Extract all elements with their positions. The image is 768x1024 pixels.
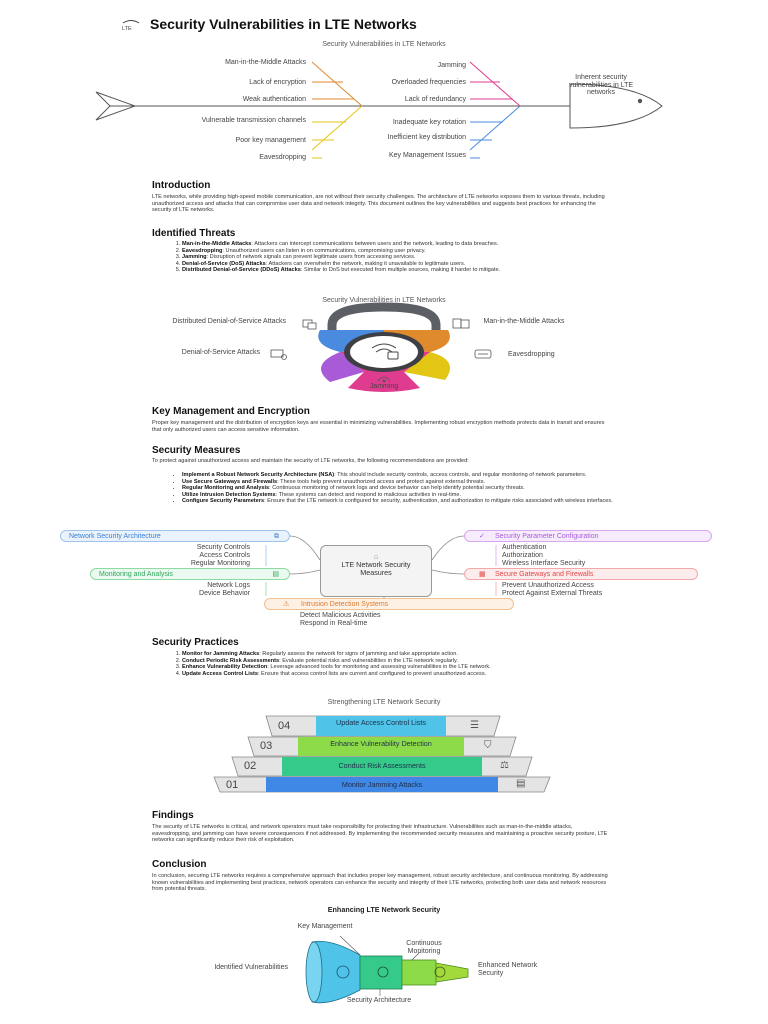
findings-paragraph: The security of LTE networks is critical, and network operators must take responsibility for protecting their infrastructure. Vulnerabilities such as man-in-the-middle attacks, eavesdropping, and jamming can have severe consequences if not addressed. By implementing the recommended security measures and maintaining a proactive security posture, LTE networks can significantly reduce their risk of exploitation. bbox=[152, 824, 608, 844]
stairs-title: Strengthening LTE Network Security bbox=[327, 699, 441, 706]
mindmap-node-params: ✓ Security Parameter Configuration bbox=[464, 530, 712, 542]
section-heading-threats: Identified Threats bbox=[152, 228, 236, 239]
list-item: 4. Denial-of-Service (DoS) Attacks: Attackers can overwhelm the network, making it unavailable to legitimate users. bbox=[182, 261, 632, 268]
intro-paragraph: LTE networks, while providing high-speed mobile communication, are not without their security challenges. The architecture of LTE networks exposes them to various threats, including unauthorized access and attacks that can compromise user data and network integrity. This document outlines the key vulnerabilities and suggests best practices for enhancing the security of LTE networks. bbox=[152, 194, 605, 214]
home-icon: ⌂ bbox=[373, 552, 379, 561]
fishbone-cause: Vulnerable transmission channels bbox=[201, 117, 306, 124]
list-item: 3. Jamming: Disruption of network signals can prevent legitimate users from accessing services. bbox=[182, 254, 632, 261]
fishbone-cause: Inadequate key rotation bbox=[392, 119, 466, 126]
mindmap-node-gateways: ▦ Secure Gateways and Firewalls bbox=[464, 568, 698, 580]
monitor-icon: ▤ bbox=[516, 778, 526, 789]
funnel-label-vulnerabilities: Identified Vulnerabilities bbox=[214, 964, 288, 971]
lock-label-mitm: Man-in-the-Middle Attacks bbox=[483, 318, 565, 325]
list-item: • Regular Monitoring and Analysis: Continuous monitoring of network logs and device behavior can help identify potential security threats. bbox=[182, 485, 632, 492]
section-heading-security-measures: Security Measures bbox=[152, 445, 241, 456]
lock-label-dos: Denial-of-Service Attacks bbox=[181, 349, 260, 356]
list-item: 2. Conduct Periodic Risk Assessments: Evaluate potential risks and vulnerabilities in the LTE network regularly. bbox=[182, 658, 632, 665]
funnel-label-security-architecture: Security Architecture bbox=[346, 997, 412, 1004]
conclusion-paragraph: In conclusion, securing LTE networks requires a comprehensive approach that includes proper key management, robust security architecture, and continuous monitoring. By addressing known vulnerabilities and implementing best practices, network operators can enhance the security and integrity of their LTE networks, protecting both user data and network resources from potential threats. bbox=[152, 873, 608, 893]
step-number: 03 bbox=[260, 740, 273, 752]
section-heading-security-practices: Security Practices bbox=[152, 637, 239, 648]
mindmap-sub: Security Controls bbox=[196, 544, 250, 551]
list-item: 1. Man-in-the-Middle Attacks: Attackers can intercept communications between users and the network, leading to data breaches. bbox=[182, 241, 632, 248]
key-management-paragraph: Proper key management and the distribution of encryption keys are essential in minimizing vulnerabilities. Implementing robust encryption methods protects data in transit and ensures that only authorized users can access sensitive information. bbox=[152, 420, 605, 433]
funnel-label-enhanced-security: Enhanced Network Security bbox=[478, 962, 538, 977]
mindmap-sub: Authentication bbox=[502, 544, 547, 551]
fishbone-cause: Key Management Issues bbox=[388, 152, 466, 159]
measures-intro: To protect against unauthorized access and maintain the security of LTE networks, the following recommendations are provided: bbox=[152, 458, 469, 464]
mindmap-sub: Protect Against External Threats bbox=[502, 590, 603, 597]
fishbone-cause: Lack of encryption bbox=[249, 79, 306, 86]
list-item: • Use Secure Gateways and Firewalls: These tools help prevent unauthorized access and protect against external threats. bbox=[182, 479, 632, 486]
alert-icon: ⚠ bbox=[283, 601, 290, 608]
mindmap-node-ids: ⚠ Intrusion Detection Systems bbox=[264, 598, 514, 610]
list-icon: ☰ bbox=[470, 720, 479, 731]
list-item: 4. Update Access Control Lists: Ensure that access control lists are current and configured to prevent unauthorized access. bbox=[182, 671, 632, 678]
fishbone-cause: Lack of redundancy bbox=[404, 96, 466, 103]
mindmap-sub: Authorization bbox=[502, 552, 543, 559]
fishbone-cause: Eavesdropping bbox=[259, 154, 306, 161]
mindmap-sub: Prevent Unauthorized Access bbox=[502, 582, 594, 589]
funnel-title: Enhancing LTE Network Security bbox=[327, 905, 441, 914]
section-heading-conclusion: Conclusion bbox=[152, 859, 207, 870]
check-icon: ✓ bbox=[479, 533, 485, 540]
fishbone-effect: Inherent security vulnerabilities in LTE networks bbox=[568, 74, 634, 96]
lock-label-eavesdropping: Eavesdropping bbox=[508, 351, 555, 358]
list-item: • Utilize Intrusion Detection Systems: These systems can detect and respond to malicious activities in real-time. bbox=[182, 492, 632, 499]
mindmap-sub: Access Controls bbox=[199, 552, 250, 559]
list-item: • Implement a Robust Network Security Architecture (NSA): This should include security controls, access controls, and regular monitoring of network parameters. bbox=[182, 472, 632, 479]
fishbone-cause: Man-in-the-Middle Attacks bbox=[225, 59, 306, 66]
step-number: 01 bbox=[226, 779, 239, 791]
mindmap-sub: Network Logs bbox=[207, 582, 250, 589]
fishbone-cause: Inefficient key distribution bbox=[387, 134, 466, 141]
fishbone-title: Security Vulnerabilities in LTE Networks bbox=[322, 41, 446, 48]
step-number: 02 bbox=[244, 760, 257, 772]
mindmap-sub: Detect Malicious Activities bbox=[300, 612, 381, 619]
step-label: Monitor Jamming Attacks bbox=[341, 780, 423, 789]
mindmap-sub: Regular Monitoring bbox=[190, 560, 250, 567]
mindmap-sub: Wireless Interface Security bbox=[502, 560, 586, 567]
step-label: Enhance Vulnerability Detection bbox=[330, 739, 432, 748]
mindmap-sub: Device Behavior bbox=[199, 590, 250, 597]
document-title: Security Vulnerabilities in LTE Networks bbox=[150, 16, 417, 32]
mindmap-sub: Respond in Real-time bbox=[300, 620, 368, 627]
section-heading-introduction: Introduction bbox=[152, 180, 211, 191]
list-item: 1. Monitor for Jamming Attacks: Regularly assess the network for signs of jamming and take appropriate action. bbox=[182, 651, 632, 658]
step-label: Update Access Control Lists bbox=[336, 718, 426, 727]
shield-icon: ⛉ bbox=[484, 740, 492, 751]
list-item: • Configure Security Parameters: Ensure that the LTE network is configured for security, authentication, and authorization to mitigate risks associated with wireless interfaces. bbox=[182, 498, 632, 505]
step-number: 04 bbox=[278, 720, 291, 732]
funnel-label-key-management: Key Management bbox=[297, 923, 353, 930]
fishbone-cause: Jamming bbox=[437, 62, 466, 69]
fishbone-cause: Poor key management bbox=[235, 137, 306, 144]
fishbone-cause: Weak authentication bbox=[242, 96, 306, 103]
step-label: Conduct Risk Assessments bbox=[338, 761, 426, 770]
section-heading-findings: Findings bbox=[152, 810, 194, 821]
funnel-label-monitoring: Continuous Monitoring bbox=[406, 940, 442, 955]
chart-icon: ▤ bbox=[272, 571, 279, 578]
lock-label-ddos: Distributed Denial-of-Service Attacks bbox=[172, 318, 286, 325]
list-item: 2. Eavesdropping: Unauthorized users can listen in on communications, compromising user privacy. bbox=[182, 248, 632, 255]
mindmap-center-label: LTE Network Security Measures bbox=[341, 560, 411, 577]
network-icon: ⧉ bbox=[274, 533, 279, 540]
balance-icon: ⚖ bbox=[500, 760, 509, 771]
list-item: 5. Distributed Denial-of-Service (DDoS) Attacks: Similar to DoS but executed from multiple sources, making it harder to mitigate. bbox=[182, 267, 632, 274]
list-item: 3. Enhance Vulnerability Detection: Leverage advanced tools for monitoring and assessing vulnerabilities in the LTE network. bbox=[182, 664, 632, 671]
mindmap-node-monitoring: Monitoring and Analysis ▤ bbox=[90, 568, 290, 580]
mindmap-node-nsa: Network Security Architecture ⧉ bbox=[60, 530, 290, 542]
lock-label-jamming: Jamming bbox=[369, 383, 399, 390]
lock-diagram-title: Security Vulnerabilities in LTE Networks bbox=[322, 297, 446, 304]
firewall-icon: ▦ bbox=[479, 571, 486, 578]
fishbone-cause: Overloaded frequencies bbox=[391, 79, 466, 86]
section-heading-key-management: Key Management and Encryption bbox=[152, 406, 310, 417]
logo-text: LTE bbox=[122, 26, 132, 32]
